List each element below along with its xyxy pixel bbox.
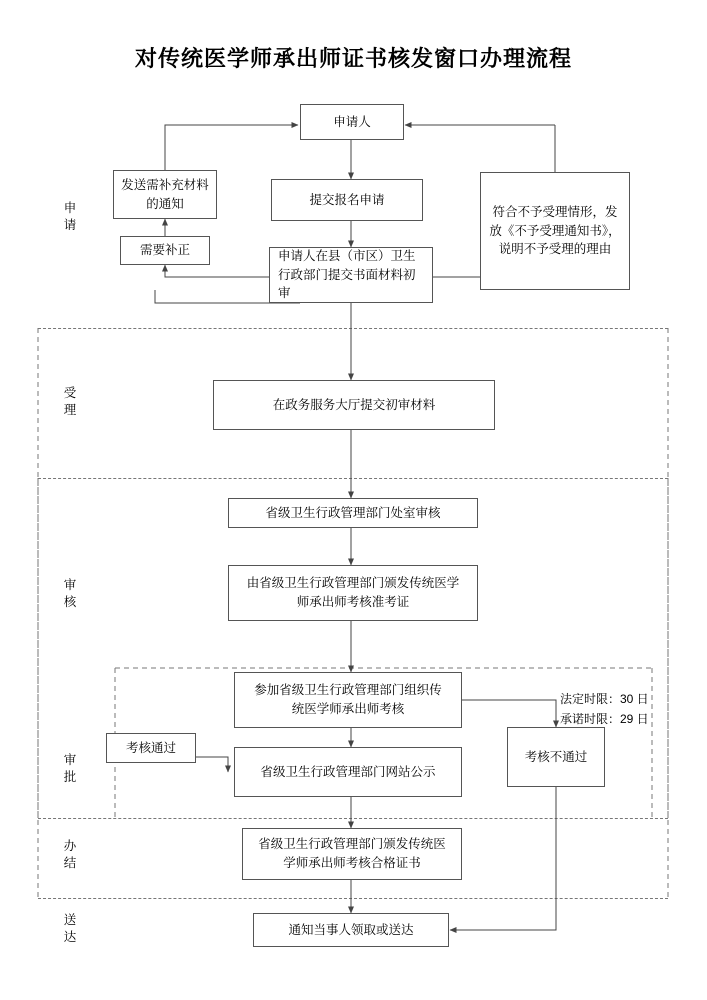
- node-attend-exam[interactable]: 参加省级卫生行政管理部门组织传统医学师承出师考核: [234, 672, 462, 728]
- stage-divider-1: [38, 328, 668, 329]
- node-notify-party[interactable]: 通知当事人领取或送达: [253, 913, 449, 947]
- node-exam-failed[interactable]: 考核不通过: [507, 727, 605, 787]
- stage-divider-4: [38, 898, 668, 899]
- stage-label-approve: 审 批: [63, 753, 77, 784]
- stage-label-complete: 办 结: [63, 839, 77, 870]
- page-title: 对传统医学师承出师证书核发窗口办理流程: [134, 46, 572, 72]
- stage-label-deliver: 送 达: [63, 913, 77, 944]
- stage-label-review: 审 核: [63, 578, 77, 609]
- note-promised-limit: 承诺时限：29 日: [560, 712, 649, 726]
- node-written-materials[interactable]: 申请人在县（市区）卫生行政部门提交书面材料初审: [269, 247, 433, 303]
- node-need-correction[interactable]: 需要补正: [120, 236, 210, 265]
- note-statutory-limit: 法定时限：30 日: [560, 692, 649, 706]
- node-not-accepted[interactable]: 符合不予受理情形，发放《不予受理通知书》，说明不予受理的理由: [480, 172, 630, 290]
- node-submit-application[interactable]: 提交报名申请: [271, 179, 423, 221]
- node-issue-exam-permit[interactable]: 由省级卫生行政管理部门颁发传统医学师承出师考核准考证: [228, 565, 478, 621]
- stage-label-apply: 申 请: [63, 201, 77, 232]
- node-exam-passed[interactable]: 考核通过: [106, 733, 196, 763]
- stage-divider-3: [38, 818, 668, 819]
- node-applicant[interactable]: 申请人: [300, 104, 404, 140]
- stage-label-accept: 受 理: [63, 386, 77, 417]
- node-service-hall[interactable]: 在政务服务大厅提交初审材料: [213, 380, 495, 430]
- node-website-publicity[interactable]: 省级卫生行政管理部门网站公示: [234, 747, 462, 797]
- node-notice-supplement[interactable]: 发送需补充材料的通知: [113, 170, 217, 219]
- stage-divider-2: [38, 478, 668, 479]
- node-issue-certificate[interactable]: 省级卫生行政管理部门颁发传统医学师承出师考核合格证书: [242, 828, 462, 880]
- node-provincial-office-review[interactable]: 省级卫生行政管理部门处室审核: [228, 498, 478, 528]
